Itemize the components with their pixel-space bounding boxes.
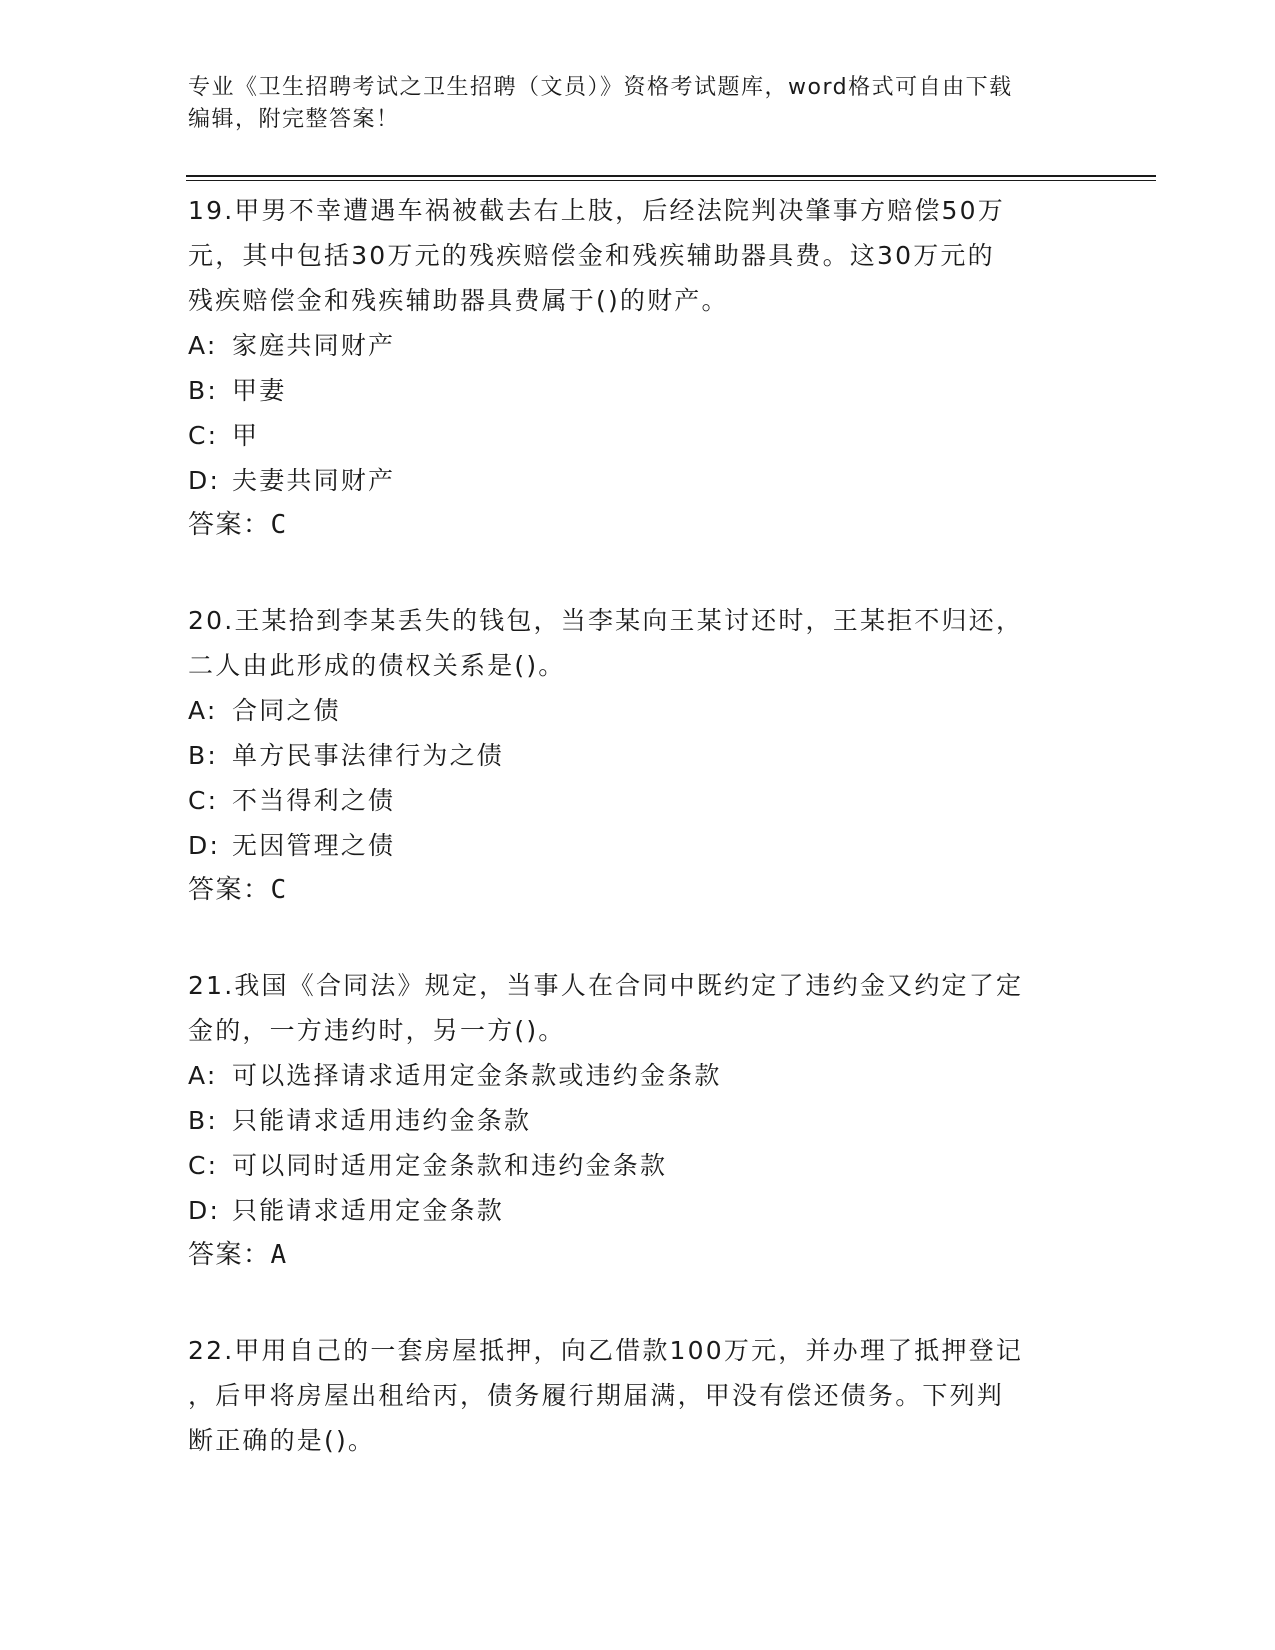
header-line-1: 专业《卫生招聘考试之卫生招聘（文员）》资格考试题库，word格式可自由下载 bbox=[188, 75, 1013, 100]
answer-label: 答案： bbox=[188, 510, 271, 540]
question-stem-line: 21.我国《合同法》规定，当事人在合同中既约定了违约金又约定了定 bbox=[188, 971, 1024, 1000]
option-text: 甲 bbox=[232, 421, 260, 450]
option-b bbox=[188, 368, 1088, 413]
question-22 bbox=[188, 1328, 1088, 1463]
question-stem-line: 20.王某拾到李某丢失的钱包，当李某向王某讨还时，王某拒不归还， bbox=[188, 606, 1024, 635]
option-text: 甲妻 bbox=[232, 376, 287, 405]
option-c bbox=[188, 1143, 1088, 1188]
question-21 bbox=[188, 963, 1088, 1278]
option-letter: D: bbox=[188, 831, 221, 860]
question-stem-line: 断正确的是()。 bbox=[188, 1426, 376, 1455]
option-letter: D: bbox=[188, 1196, 221, 1225]
header-divider bbox=[186, 175, 1156, 181]
option-text: 可以选择请求适用定金条款或违约金条款 bbox=[232, 1061, 722, 1090]
answer-value: A bbox=[270, 1240, 288, 1270]
option-letter: A: bbox=[188, 331, 218, 360]
option-text: 无因管理之债 bbox=[232, 831, 396, 860]
option-letter: A: bbox=[188, 1061, 218, 1090]
answer-label: 答案： bbox=[188, 1240, 271, 1270]
question-stem-line: 元，其中包括30万元的残疾赔偿金和残疾辅助器具费。这30万元的 bbox=[188, 241, 995, 270]
option-d bbox=[188, 1188, 1088, 1233]
header-line-2: 编辑，附完整答案！ bbox=[188, 107, 400, 132]
option-letter: B: bbox=[188, 376, 218, 405]
question-stem-line: 22.甲用自己的一套房屋抵押，向乙借款100万元，并办理了抵押登记 bbox=[188, 1336, 1024, 1365]
option-text: 合同之债 bbox=[232, 696, 341, 725]
option-text: 夫妻共同财产 bbox=[232, 466, 396, 495]
option-b bbox=[188, 1098, 1088, 1143]
option-text: 单方民事法律行为之债 bbox=[232, 741, 505, 770]
answer-line bbox=[188, 503, 1088, 548]
option-d bbox=[188, 823, 1088, 868]
option-letter: B: bbox=[188, 741, 218, 770]
option-a bbox=[188, 688, 1088, 733]
option-a bbox=[188, 323, 1088, 368]
option-a bbox=[188, 1053, 1088, 1098]
question-19 bbox=[188, 188, 1088, 548]
option-b bbox=[188, 733, 1088, 778]
answer-label: 答案： bbox=[188, 875, 271, 905]
option-text: 家庭共同财产 bbox=[232, 331, 396, 360]
question-stem-line: 二人由此形成的债权关系是()。 bbox=[188, 651, 566, 680]
option-c bbox=[188, 778, 1088, 823]
answer-value: C bbox=[270, 510, 288, 540]
option-letter: D: bbox=[188, 466, 221, 495]
answer-line bbox=[188, 868, 1088, 913]
option-letter: C: bbox=[188, 786, 219, 815]
question-20 bbox=[188, 598, 1088, 913]
question-stem-line: 19.甲男不幸遭遇车祸被截去右上肢，后经法院判决肇事方赔偿50万 bbox=[188, 196, 1005, 225]
option-letter: C: bbox=[188, 421, 219, 450]
option-letter: C: bbox=[188, 1151, 219, 1180]
question-stem-line: ，后甲将房屋出租给丙，债务履行期届满，甲没有偿还债务。下列判 bbox=[188, 1381, 1005, 1410]
answer-value: C bbox=[270, 875, 288, 905]
option-text: 只能请求适用定金条款 bbox=[232, 1196, 505, 1225]
question-list bbox=[188, 188, 1088, 1513]
document-header bbox=[188, 72, 1088, 136]
option-text: 可以同时适用定金条款和违约金条款 bbox=[232, 1151, 668, 1180]
option-letter: B: bbox=[188, 1106, 218, 1135]
question-stem-line: 残疾赔偿金和残疾辅助器具费属于()的财产。 bbox=[188, 286, 729, 315]
option-c bbox=[188, 413, 1088, 458]
option-d bbox=[188, 458, 1088, 503]
option-letter: A: bbox=[188, 696, 218, 725]
option-text: 只能请求适用违约金条款 bbox=[232, 1106, 532, 1135]
option-text: 不当得利之债 bbox=[232, 786, 396, 815]
question-stem-line: 金的，一方违约时，另一方()。 bbox=[188, 1016, 566, 1045]
answer-line bbox=[188, 1233, 1088, 1278]
